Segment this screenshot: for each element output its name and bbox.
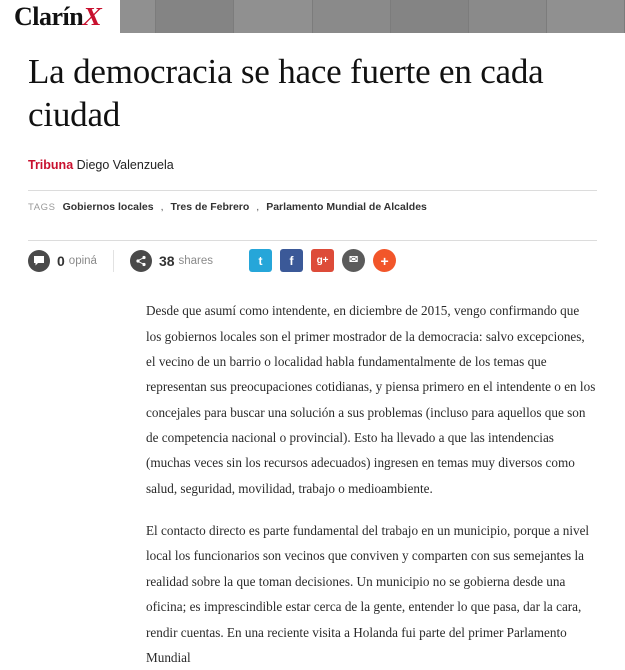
- comments-count: 0: [57, 252, 65, 269]
- site-logo[interactable]: [0, 0, 120, 33]
- header-nav-block[interactable]: [313, 0, 391, 33]
- header-nav-block[interactable]: [469, 0, 547, 33]
- comments-counter[interactable]: [28, 250, 113, 272]
- comments-label: opiná: [68, 254, 97, 267]
- byline-author: Diego Valenzuela: [76, 158, 174, 173]
- shares-counter[interactable]: [113, 250, 229, 272]
- share-icon: [130, 250, 152, 272]
- logo-x-mark: X: [80, 1, 105, 31]
- page-title: La democracia se hace fuerte en cada ciudad: [28, 52, 544, 134]
- article-body: [146, 284, 597, 670]
- article-page: [0, 51, 625, 670]
- tag-item[interactable]: Tres de Febrero: [170, 201, 250, 214]
- header-nav-block[interactable]: [234, 0, 312, 33]
- tag-list: [28, 191, 597, 222]
- tag-separator: ,: [160, 201, 164, 214]
- tags-label: TAGS: [28, 202, 56, 214]
- tag-item[interactable]: Parlamento Mundial de Alcaldes: [266, 201, 427, 214]
- byline: [28, 158, 597, 172]
- google-plus-icon[interactable]: g+: [311, 249, 334, 272]
- header-nav-block[interactable]: [156, 0, 234, 33]
- byline-kicker[interactable]: Tribuna: [28, 158, 74, 173]
- tag-separator: ,: [256, 201, 260, 214]
- header-nav-block[interactable]: [391, 0, 469, 33]
- article-paragraph: El contacto directo es parte fundamental del trabajo en un municipio, porque a nivel local los funcionarios son vecinos que conviven y comparten con sus semejantes la realidad sobre la que toman decisiones. Un municipio no se gobierna desde una oficina; es imprescindible estar cerca de la gente, entender lo que pasa, dar la cara, rendir cuentas. En una reciente visita a Holanda fui parte del primer Parlamento Mundial: [146, 523, 590, 665]
- facebook-icon[interactable]: f: [280, 249, 303, 272]
- logo-text: [14, 1, 105, 31]
- social-bar: [28, 241, 597, 284]
- twitter-icon[interactable]: t: [249, 249, 272, 272]
- more-share-icon[interactable]: +: [373, 249, 396, 272]
- header-nav-block[interactable]: [547, 0, 625, 33]
- shares-count: 38: [158, 252, 175, 269]
- comment-icon: [28, 250, 50, 272]
- site-header: [0, 0, 625, 33]
- email-icon[interactable]: ✉: [342, 249, 365, 272]
- article-paragraph: Desde que asumí como intendente, en diciembre de 2015, vengo confirmando que los gobiernos locales son el primer mostrador de la democracia: salvo excepciones, el vecino de un barrio o localidad habla fundamentalmente de los temas que representan sus preocupaciones cotidianas, y piensa primero en el intendente o en los concejales para buscar una solución a sus problemas (incluso para aquellos que son de competencia nacional o provincial). Esto ha llevado a que las intendencias (muchas veces sin los recursos adecuados) ingresen en temas muy diversos como salud, seguridad, movilidad, trabajo o medioambiente.: [146, 303, 596, 496]
- share-buttons: [249, 249, 396, 272]
- shares-label: shares: [178, 254, 214, 267]
- logo-wordmark: Clarín: [14, 1, 84, 31]
- tag-item[interactable]: Gobiernos locales: [62, 201, 154, 214]
